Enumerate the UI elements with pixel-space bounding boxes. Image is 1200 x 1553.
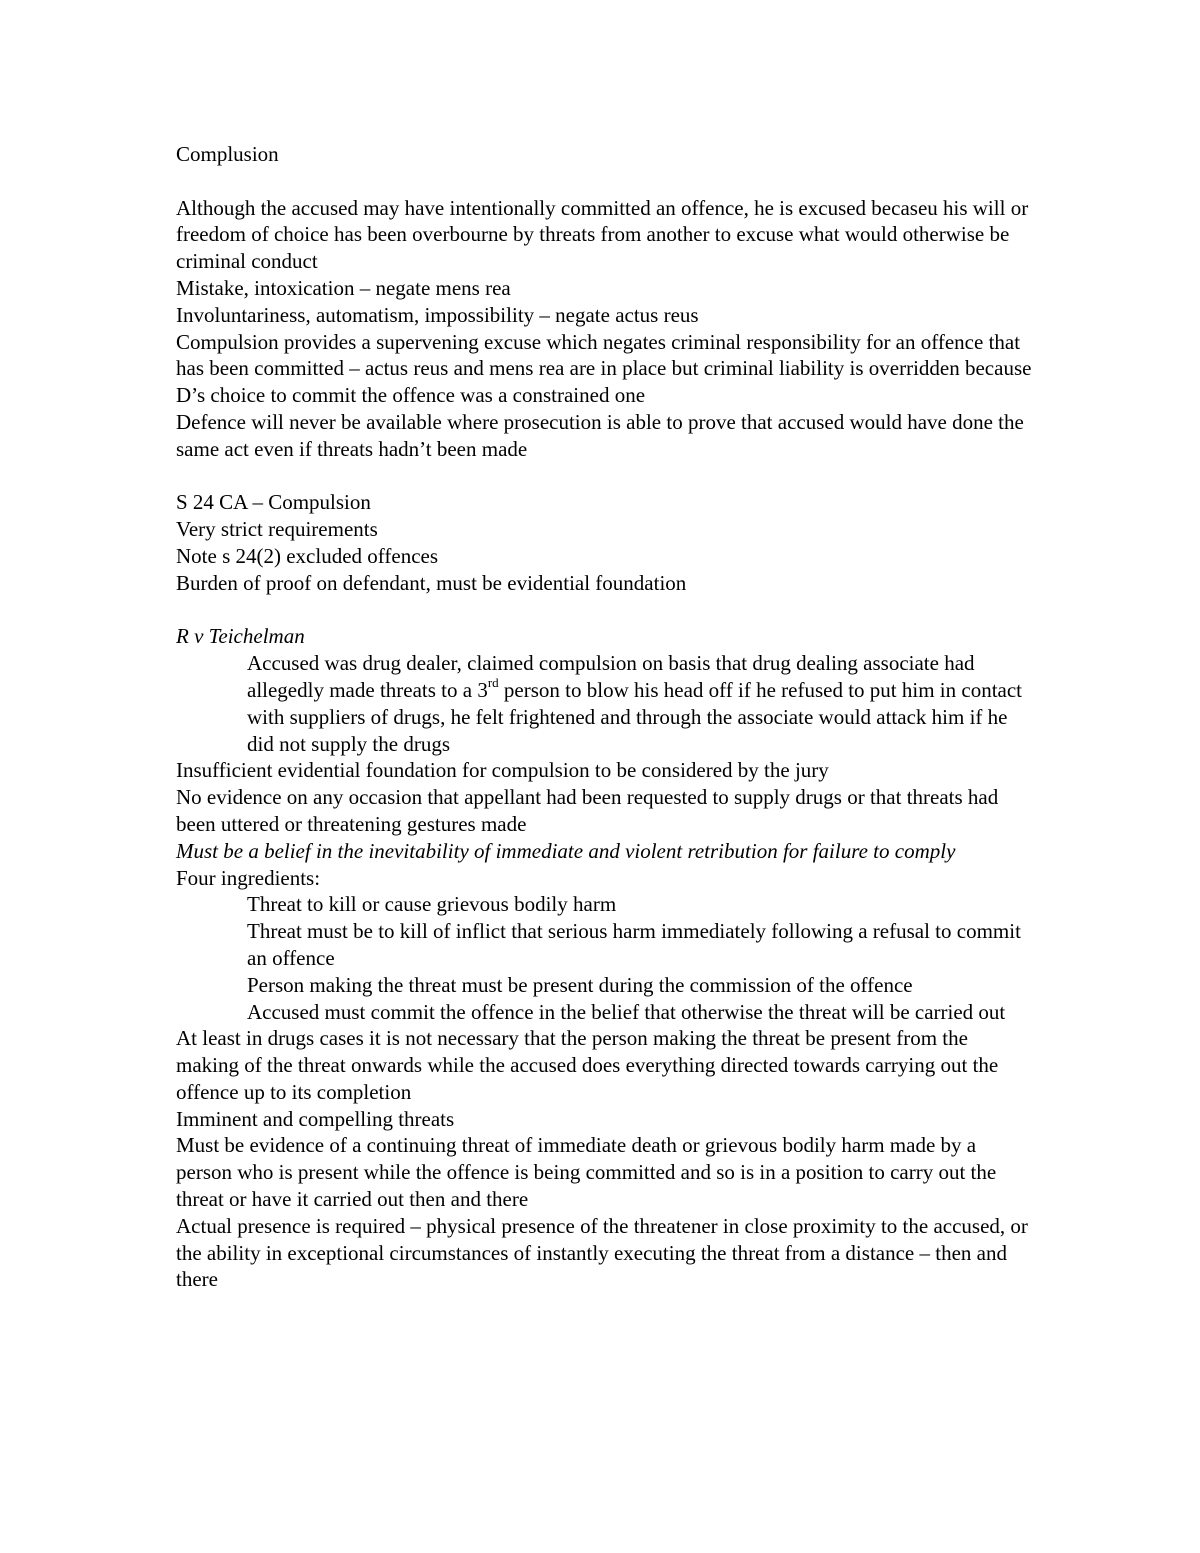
case-line-continuing-threat: Must be evidence of a continuing threat of immediate death or grievous bodily harm made by a person who is present while the offence is being committed and so is in a position to carry out the threat or have it carried out then and there [176,1133,1002,1212]
ingredient-item: Person making the threat must be present during the commission of the offence [247,972,913,997]
blank-line [176,168,1036,195]
case-line-insufficient: Insufficient evidential foundation for compulsion to be considered by the jury [176,758,829,783]
case-name: R v Teichelman [176,624,305,649]
intro-line-mistake: Mistake, intoxication – negate mens rea [176,275,511,300]
ingredient-item: Threat must be to kill of inflict that serious harm immediately following a refusal to commit an offence [247,919,1021,970]
case-facts-text-b: person to blow his head off if he refused to put him in contact with suppliers of drugs, he felt frightened and through the associate would attack him if he did not supply the drugs [247,677,1023,756]
section-heading: S 24 CA – Compulsion [176,490,371,515]
case-line-imminent: Imminent and compelling threats [176,1106,455,1131]
case-line-drugs-cases: At least in drugs cases it is not necessary that the person making the threat be present from the making of the threat onwards while the accused does everything directed towards carrying out the offence up to its completion [176,1026,1004,1104]
document-title: Complusion [176,142,279,166]
intro-paragraph-defence: Defence will never be available where prosecution is able to prove that accused would have done the same act even if threats hadn’t been made [176,409,1030,461]
case-facts-text-a: Accused was drug dealer, claimed compulsion on basis that drug dealing associate had allegedly made threats to a 3 [247,651,975,702]
case-line-no-evidence: No evidence on any occasion that appellant had been requested to supply drugs or that threats had been uttered or threatening gestures made [176,785,1004,836]
case-line-belief: Must be a belief in the inevitability of immediate and violent retribution for failure to comply [176,838,956,863]
section-line-strict: Very strict requirements [176,517,378,542]
section-line-excluded: Note s 24(2) excluded offences [176,543,439,568]
blank-line [176,463,1036,490]
intro-paragraph: Although the accused may have intentionally committed an offence, he is excused becaseu his will or freedom of choice has been overbourne by threats from another to excuse what would otherwise be criminal conduct [176,195,1034,274]
ingredient-item: Accused must commit the offence in the belief that otherwise the threat will be carried out [247,999,1006,1024]
document-page [176,141,1036,1293]
section-line-burden: Burden of proof on defendant, must be evidential foundation [176,570,687,595]
ingredients-heading: Four ingredients: [176,865,321,890]
blank-line [176,597,1036,624]
intro-paragraph-compulsion: Compulsion provides a supervening excuse which negates criminal responsibility for an offence that has been committed – actus reus and mens rea are in place but criminal liability is overridden because D’s choice to commit the offence was a constrained one [176,329,1037,408]
case-facts [176,650,1036,757]
ingredient-item: Threat to kill or cause grievous bodily harm [247,892,617,917]
case-line-actual-presence: Actual presence is required – physical presence of the threatener in close proximity to the accused, or the ability in exceptional circumstances of instantly executing the threat from a distance – then and there [176,1213,1034,1292]
case-facts-superscript: rd [487,674,499,690]
intro-line-involuntariness: Involuntariness, automatism, impossibility – negate actus reus [176,302,699,327]
